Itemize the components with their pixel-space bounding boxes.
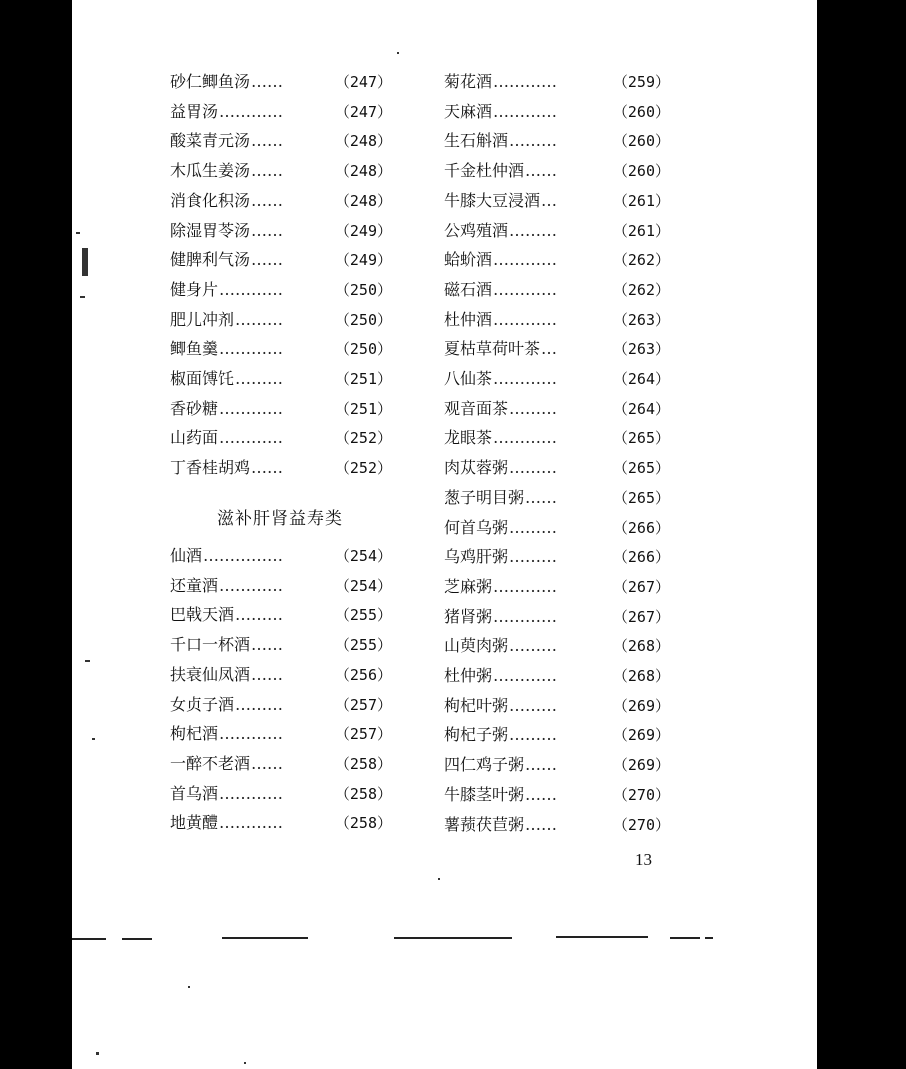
scan-rule-6	[670, 937, 700, 939]
toc-entry-page: （263）	[612, 340, 670, 359]
toc-entry-page: （265）	[612, 429, 670, 448]
toc-entry-page: （260）	[612, 162, 670, 181]
toc-entry-title: 杜仲酒	[444, 309, 493, 329]
scan-rule-4	[394, 937, 512, 939]
toc-entry-leader-dots: …	[541, 339, 557, 359]
section-heading: 滋补肝肾益寿类	[217, 509, 343, 529]
toc-entry-page: （258）	[334, 754, 392, 773]
toc-entry-title: 山萸肉粥	[444, 636, 509, 656]
toc-entry	[170, 810, 392, 836]
toc-entry-title: 扶衰仙凤酒	[170, 664, 251, 684]
toc-entry-leader-dots: ……	[525, 814, 557, 834]
toc-entry-leader-dots: …………	[493, 576, 557, 596]
toc-entry-page: （255）	[334, 606, 392, 625]
toc-entry	[444, 188, 670, 214]
toc-entry-page: （270）	[612, 785, 670, 804]
toc-entry-title: 杜仲粥	[444, 666, 493, 685]
toc-entry	[444, 485, 670, 511]
toc-entry-title: 益胃汤	[170, 101, 219, 121]
toc-entry-page: （264）	[612, 399, 670, 418]
toc-entry	[444, 277, 670, 303]
scan-speck	[397, 52, 399, 54]
scan-rule-7	[705, 937, 713, 939]
toc-entry-title: 地黄醴	[170, 813, 219, 833]
toc-entry-title: 首乌酒	[170, 783, 219, 803]
toc-entry-title: 龙眼茶	[444, 428, 493, 448]
toc-entry-title: 女贞子酒	[170, 694, 235, 714]
toc-entry-title: 观音面茶	[444, 398, 509, 418]
toc-entry-title: 何首乌粥	[444, 517, 509, 537]
toc-entry-title: 除湿胃苓汤	[170, 220, 251, 240]
toc-entry-leader-dots: ……	[525, 161, 557, 181]
toc-entry-title: 千金杜仲酒	[444, 161, 525, 181]
toc-entry-page: （258）	[334, 814, 392, 833]
toc-entry	[170, 336, 392, 362]
toc-entry	[444, 663, 670, 689]
scan-rule-3	[222, 937, 308, 939]
toc-entry-title: 枸杞酒	[170, 724, 219, 744]
toc-entry-leader-dots: ………	[509, 398, 557, 418]
toc-entry-leader-dots: ………	[235, 309, 283, 329]
toc-entry-title: 蛤蚧酒	[444, 250, 493, 270]
toc-entry-leader-dots: ………	[235, 605, 283, 625]
toc-entry-leader-dots: …………	[493, 369, 557, 388]
toc-entry	[170, 158, 392, 184]
toc-entry-title: 四仁鸡子粥	[444, 755, 525, 775]
toc-entry-page: （262）	[612, 280, 670, 299]
toc-entry-title: 消食化积汤	[170, 190, 251, 210]
toc-entry-page: （267）	[612, 607, 670, 626]
toc-entry	[444, 218, 670, 244]
toc-entry	[444, 307, 670, 333]
toc-entry-page: （265）	[612, 459, 670, 478]
toc-entry-leader-dots: …………	[493, 250, 557, 270]
toc-entry-page: （247）	[334, 102, 392, 121]
toc-entry-page: （254）	[334, 576, 392, 595]
toc-entry	[444, 336, 670, 362]
toc-entry	[444, 633, 670, 659]
toc-entry-leader-dots: …………	[219, 724, 283, 744]
toc-entry-page: （268）	[612, 637, 670, 656]
toc-entry-page: （265）	[612, 488, 670, 507]
toc-entry-title: 酸菜青元汤	[170, 131, 251, 151]
toc-entry-page: （250）	[334, 310, 392, 329]
toc-entry-page: （261）	[612, 221, 670, 240]
toc-entry-title: 牛膝大豆浸酒	[444, 190, 541, 210]
toc-entry-title: 砂仁鲫鱼汤	[170, 72, 251, 91]
toc-entry	[444, 69, 670, 95]
toc-entry-leader-dots: …………	[219, 101, 283, 121]
toc-entry	[444, 812, 670, 838]
toc-entry-leader-dots: …………	[219, 339, 283, 359]
toc-entry-leader-dots: …………	[493, 666, 557, 685]
scan-speck	[438, 878, 440, 880]
toc-entry-title: 还童酒	[170, 575, 219, 595]
toc-entry-title: 丁香桂胡鸡	[170, 458, 251, 478]
toc-entry	[170, 573, 392, 599]
toc-entry	[170, 751, 392, 777]
toc-entry-title: 椒面馎饦	[170, 369, 235, 388]
toc-entry-title: 千口一杯酒	[170, 635, 251, 655]
toc-entry-leader-dots: ………	[509, 725, 557, 745]
toc-entry-title: 健脾利气汤	[170, 250, 251, 270]
toc-entry-title: 仙酒	[170, 546, 203, 565]
toc-entry-leader-dots: ………	[509, 220, 557, 240]
toc-entry-leader-dots: …………	[493, 72, 557, 91]
toc-entry	[170, 662, 392, 688]
toc-entry-leader-dots: ………	[509, 458, 557, 478]
toc-entry-title: 肉苁蓉粥	[444, 458, 509, 478]
scan-rule-1	[72, 938, 106, 940]
toc-entry-leader-dots: ………	[235, 694, 283, 714]
toc-entry-page: （269）	[612, 756, 670, 775]
toc-entry-leader-dots: …	[541, 190, 557, 210]
toc-entry-leader-dots: ………	[509, 547, 557, 567]
toc-entry-leader-dots: ……	[525, 755, 557, 775]
toc-entry-leader-dots: ……	[251, 458, 283, 478]
toc-entry-leader-dots: …………	[219, 279, 283, 299]
toc-entry	[444, 99, 670, 125]
toc-entry-page: （257）	[334, 725, 392, 744]
toc-entry-page: （247）	[334, 73, 392, 91]
toc-entry	[444, 574, 670, 600]
toc-entry	[444, 158, 670, 184]
toc-entry	[170, 366, 392, 392]
toc-entry-title: 薯蓣茯苣粥	[444, 814, 525, 834]
toc-entry-leader-dots: ……	[525, 487, 557, 507]
toc-entry-page: （254）	[334, 547, 392, 565]
toc-entry-page: （251）	[334, 370, 392, 388]
toc-entry-leader-dots: ……	[251, 161, 283, 181]
toc-entry-page: （258）	[334, 784, 392, 803]
toc-entry-title: 山药面	[170, 428, 219, 448]
toc-entry-leader-dots: ……	[251, 250, 283, 270]
toc-entry-leader-dots: ………	[509, 695, 557, 715]
toc-entry	[170, 692, 392, 718]
toc-entry-page: （249）	[334, 221, 392, 240]
scan-speck	[82, 248, 88, 276]
toc-entry-leader-dots: ……	[251, 753, 283, 773]
toc-entry	[170, 277, 392, 303]
toc-entry	[170, 425, 392, 451]
toc-entry-page: （259）	[612, 73, 670, 91]
scan-speck	[85, 660, 90, 662]
toc-entry-leader-dots: ……	[251, 190, 283, 210]
toc-entry-page: （250）	[334, 340, 392, 359]
toc-entry-leader-dots: …………	[493, 309, 557, 329]
toc-entry-page: （268）	[612, 667, 670, 685]
toc-entry-title: 木瓜生姜汤	[170, 161, 251, 181]
toc-entry-page: （262）	[612, 251, 670, 270]
scan-speck	[76, 232, 80, 234]
toc-entry-leader-dots: ………	[509, 517, 557, 537]
toc-entry-leader-dots: ……	[251, 72, 283, 91]
toc-entry-title: 一醉不老酒	[170, 753, 251, 773]
toc-entry-title: 肥儿冲剂	[170, 309, 235, 329]
toc-entry-page: （269）	[612, 726, 670, 745]
toc-entry-page: （260）	[612, 132, 670, 151]
toc-entry-title: 猪肾粥	[444, 606, 493, 626]
toc-entry	[444, 752, 670, 778]
toc-entry	[170, 632, 392, 658]
toc-entry-leader-dots: ………	[235, 369, 283, 388]
toc-entry-leader-dots: ………	[509, 636, 557, 656]
toc-entry	[170, 69, 392, 95]
toc-entry-leader-dots: ……	[251, 664, 283, 684]
book-page	[72, 0, 817, 1069]
toc-entry-title: 枸杞子粥	[444, 725, 509, 745]
toc-entry-title: 健身片	[170, 279, 219, 299]
toc-entry-page: （257）	[334, 695, 392, 714]
toc-entry	[170, 721, 392, 747]
toc-entry-page: （260）	[612, 102, 670, 121]
toc-entry-page: （270）	[612, 815, 670, 834]
toc-entry	[444, 128, 670, 154]
toc-entry-page: （251）	[334, 399, 392, 418]
scan-speck	[188, 986, 190, 988]
toc-entry-page: （248）	[334, 132, 392, 151]
toc-entry-title: 夏枯草荷叶茶	[444, 339, 541, 359]
toc-entry-title: 乌鸡肝粥	[444, 547, 509, 567]
toc-entry-leader-dots: ……	[251, 220, 283, 240]
toc-entry-page: （250）	[334, 280, 392, 299]
toc-entry-title: 葱子明目粥	[444, 487, 525, 507]
toc-entry-page: （264）	[612, 370, 670, 388]
scan-speck	[96, 1052, 99, 1055]
toc-entry	[170, 602, 392, 628]
toc-entry-title: 牛膝茎叶粥	[444, 784, 525, 804]
toc-entry	[444, 722, 670, 748]
toc-entry	[444, 782, 670, 808]
toc-entry-page: （255）	[334, 636, 392, 655]
scan-speck	[92, 738, 95, 740]
toc-entry-leader-dots: ……	[251, 635, 283, 655]
toc-entry	[170, 99, 392, 125]
toc-entry-title: 公鸡殖酒	[444, 220, 509, 240]
scan-rule-2	[122, 938, 152, 940]
scan-rule-5	[556, 936, 648, 938]
toc-entry	[444, 515, 670, 541]
page-number: 13	[635, 850, 652, 869]
toc-entry-leader-dots: …………	[493, 279, 557, 299]
toc-entry-title: 菊花酒	[444, 72, 493, 91]
scan-speck	[244, 1062, 246, 1064]
toc-entry-page: （248）	[334, 162, 392, 181]
toc-entry-title: 巴戟天酒	[170, 605, 235, 625]
toc-entry-page: （266）	[612, 518, 670, 537]
toc-entry-leader-dots: ………	[509, 131, 557, 151]
toc-entry	[170, 247, 392, 273]
toc-entry-page: （267）	[612, 577, 670, 596]
toc-entry	[444, 455, 670, 481]
toc-entry	[170, 781, 392, 807]
toc-entry-leader-dots: ……………	[203, 546, 283, 565]
toc-entry-page: （248）	[334, 191, 392, 210]
toc-entry-title: 八仙茶	[444, 369, 493, 388]
toc-entry-leader-dots: …………	[219, 813, 283, 833]
toc-entry-title: 香砂糖	[170, 398, 219, 418]
toc-entry-title: 枸杞叶粥	[444, 695, 509, 715]
toc-entry	[444, 425, 670, 451]
toc-entry	[170, 543, 392, 569]
toc-entry-page: （266）	[612, 548, 670, 567]
toc-entry-leader-dots: …………	[219, 398, 283, 418]
toc-entry-title: 鲫鱼羹	[170, 339, 219, 359]
toc-entry-leader-dots: …………	[493, 428, 557, 448]
toc-entry-leader-dots: …………	[219, 428, 283, 448]
toc-entry-leader-dots: …………	[219, 575, 283, 595]
toc-entry	[444, 604, 670, 630]
toc-entry	[170, 455, 392, 481]
toc-entry-title: 生石斛酒	[444, 131, 509, 151]
toc-entry	[170, 188, 392, 214]
toc-entry-page: （252）	[334, 429, 392, 448]
toc-entry-page: （269）	[612, 696, 670, 715]
toc-entry-leader-dots: ……	[525, 784, 557, 804]
toc-entry-leader-dots: …………	[493, 606, 557, 626]
toc-entry-leader-dots: ……	[251, 131, 283, 151]
toc-entry-title: 磁石酒	[444, 279, 493, 299]
toc-entry	[444, 693, 670, 719]
toc-entry	[170, 128, 392, 154]
toc-entry-leader-dots: …………	[493, 101, 557, 121]
toc-entry-page: （263）	[612, 310, 670, 329]
toc-entry-title: 芝麻粥	[444, 576, 493, 596]
toc-entry	[444, 396, 670, 422]
toc-entry	[170, 218, 392, 244]
toc-entry-title: 天麻酒	[444, 101, 493, 121]
toc-entry-leader-dots: …………	[219, 783, 283, 803]
toc-entry-page: （249）	[334, 251, 392, 270]
toc-entry	[444, 544, 670, 570]
scan-speck	[80, 296, 85, 298]
toc-entry	[444, 366, 670, 392]
toc-entry-page: （261）	[612, 191, 670, 210]
toc-entry-page: （256）	[334, 665, 392, 684]
toc-entry	[170, 307, 392, 333]
toc-entry-page: （252）	[334, 459, 392, 478]
toc-entry	[444, 247, 670, 273]
toc-entry	[170, 396, 392, 422]
